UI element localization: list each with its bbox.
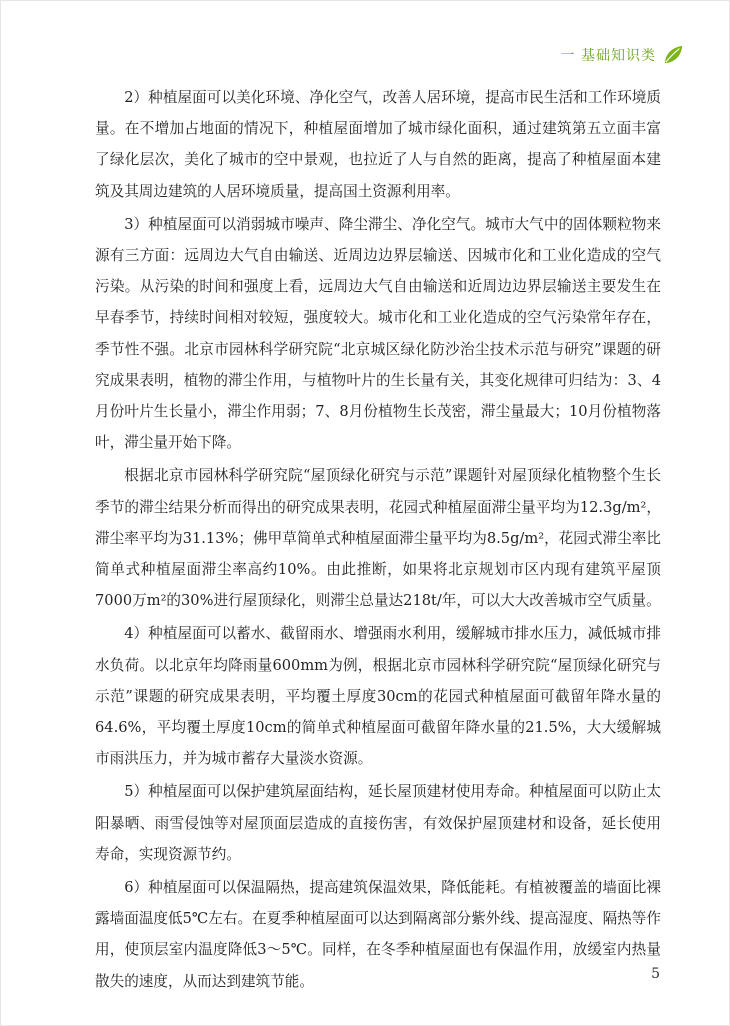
paragraph-dust-research: 根据北京市园林科学研究院“屋顶绿化研究与示范”课题针对屋顶绿化植物整个生长季节的滞尘结果分析而得出的研究成果表明，花园式种植屋面滞尘量平均为12.3g/m²，滞尘率平均为31.13%；佛甲草简单式种植屋面滞尘量平均为8.5g/m²，花园式滞尘率比简单式种植屋面滞尘率高约10%。由此推断，如果将北京规划市区内现有建筑平屋顶7000万m²的30%进行屋顶绿化，则滞尘总量达218t/年，可以大大改善城市空气质量。 [95, 467, 661, 610]
paragraph-2: 2）种植屋面可以美化环境、净化空气，改善人居环境，提高市民生活和工作环境质量。在不增加占地面的情况下，种植屋面增加了城市绿化面积，通过建筑第五立面丰富了绿化层次，美化了城市的空中景观，也拉近了人与自然的距离，提高了种植屋面本建筑及其周边建筑的人居环境质量，提高国土资源利用率。 [95, 89, 661, 200]
paragraph-4: 4）种植屋面可以蓄水、截留雨水、增强雨水利用，缓解城市排水压力，减低城市排水负荷。以北京年均降雨量600mm为例，根据北京市园林科学研究院“屋顶绿化研究与示范”课题的研究成果表明，平均覆土厚度30cm的花园式种植屋面可截留年降水量的64.6%，平均覆土厚度10cm的简单式种植屋面可截留年降水量的21.5%，大大缓解城市雨洪压力，并为城市蓄存大量淡水资源。 [95, 625, 661, 768]
page-number: 5 [651, 966, 660, 982]
section-title: 一 基础知识类 [560, 48, 656, 64]
paragraph-6: 6）种植屋面可以保温隔热，提高建筑保温效果，降低能耗。有植被覆盖的墙面比裸露墙面温度低5℃左右。在夏季种植屋面可以达到隔离部分紫外线、提高湿度、隔热等作用，使顶层室内温度降低3～5℃。同样，在冬季种植屋面也有保温作用，放缓室内热量散失的速度，从而达到建筑节能。 [95, 879, 661, 990]
paragraph-3: 3）种植屋面可以消弱城市噪声、降尘滞尘、净化空气。城市大气中的固体颗粒物来源有三方面：远周边大气自由输送、近周边边界层输送、因城市化和工业化造成的空气污染。从污染的时间和强度上看，远周边大气自由输送和近周边边界层输送主要发生在早春季节，持续时间相对较短，强度较大。城市化和工业化造成的空气污染常年存在，季节性不强。北京市园林科学研究院“北京城区绿化防沙治尘技术示范与研究”课题的研究成果表明，植物的滞尘作用，与植物叶片的生长量有关，其变化规律可归结为：3、4月份叶片生长量小，滞尘作用弱；7、8月份植物生长茂密，滞尘量最大；10月份植物落叶，滞尘量开始下降。 [95, 215, 661, 452]
running-header [561, 44, 684, 66]
leaf-icon [662, 44, 684, 66]
body-text [95, 82, 661, 999]
paragraph-5: 5）种植屋面可以保护建筑屋面结构，延长屋顶建材使用寿命。种植屋面可以防止太阳暴晒、雨雪侵蚀等对屋顶面层造成的直接伤害，有效保护屋顶建材和设备，延长使用寿命，实现资源节约。 [95, 783, 661, 863]
